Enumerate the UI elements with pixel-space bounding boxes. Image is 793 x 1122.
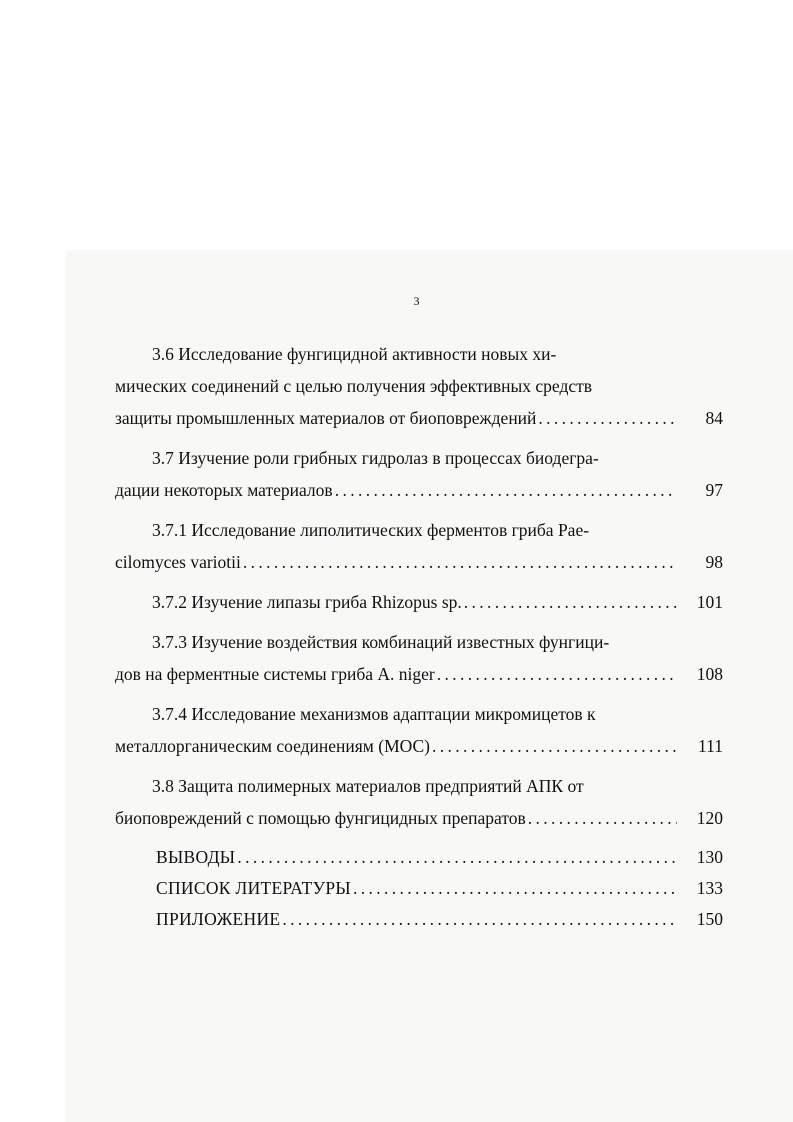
toc-entry-text: защиты промышленных материалов от биоповреждений	[115, 408, 537, 428]
table-of-contents	[115, 338, 723, 935]
toc-entry-last-row	[115, 904, 723, 935]
toc-entry-line: 3.7 Изучение роли грибных гидролаз в процессах биодегра-	[152, 448, 599, 468]
toc-entry-line: 3.7.1 Исследование липолитических ферментов гриба Pae-	[152, 520, 590, 540]
toc-entry-text: ПРИЛОЖЕНИЕ	[156, 909, 281, 929]
toc-entry-text: дации некоторых материалов	[115, 480, 333, 500]
toc-leader-dots	[333, 474, 677, 506]
toc-entry-text: cilomyces variotii	[115, 552, 241, 572]
toc-entry-line: 3.7.4 Исследование механизмов адаптации микромицетов к	[152, 704, 596, 724]
toc-entry-references[interactable]	[115, 873, 723, 904]
toc-entry-line: мических соединений с целью получения эффективных средств	[115, 376, 593, 396]
toc-entry-last-row	[115, 402, 723, 434]
toc-entry-last-row	[115, 873, 723, 904]
toc-page-number: 111	[698, 736, 723, 756]
toc-entry-last-row	[115, 802, 723, 834]
toc-entry-3-7-2[interactable]	[115, 586, 723, 618]
page-number: 3	[413, 294, 420, 308]
toc-leader-dots	[435, 658, 677, 690]
toc-entry-line: 3.7.3 Изучение воздействия комбинаций известных фунгици-	[152, 632, 610, 652]
toc-entry-3-7-4[interactable]	[115, 698, 723, 762]
toc-entry-text: СПИСОК ЛИТЕРАТУРЫ	[156, 878, 351, 898]
toc-leader-dots	[430, 730, 677, 762]
toc-entry-text: металлорганическим соединениям (МОС)	[115, 736, 430, 756]
toc-leader-dots	[235, 842, 677, 873]
toc-entry-3-7-1[interactable]	[115, 514, 723, 578]
toc-entry-line: 3.8 Защита полимерных материалов предприятий АПК от	[152, 776, 584, 796]
toc-entry-last-row	[115, 586, 723, 618]
toc-entry-text: 3.7.2 Изучение липазы гриба Rhizopus sp.	[152, 592, 462, 612]
toc-entry-text: дов на ферментные системы гриба A. niger	[115, 664, 435, 684]
toc-entry-3-7[interactable]	[115, 442, 723, 506]
toc-entry-text: биоповреждений с помощью фунгицидных препаратов	[115, 808, 526, 828]
toc-page-number: 98	[705, 552, 723, 572]
toc-page-number: 101	[696, 592, 723, 612]
toc-leader-dots	[280, 904, 677, 935]
toc-entry-last-row	[115, 730, 723, 762]
toc-entry-3-7-3[interactable]	[115, 626, 723, 690]
toc-entry-last-row	[115, 658, 723, 690]
toc-entry-text: ВЫВОДЫ	[156, 847, 236, 867]
toc-entry-3-6[interactable]	[115, 338, 723, 434]
toc-entry-conclusions[interactable]	[115, 842, 723, 873]
toc-entry-last-row	[115, 842, 723, 873]
toc-leader-dots	[526, 802, 677, 834]
toc-entry-appendix[interactable]	[115, 904, 723, 935]
toc-leader-dots	[462, 586, 677, 618]
toc-entry-last-row	[115, 546, 723, 578]
toc-entry-last-row	[115, 474, 723, 506]
toc-page-number: 150	[696, 909, 723, 929]
toc-entry-line: 3.6 Исследование фунгицидной активности новых хи-	[152, 344, 557, 364]
toc-page-number: 130	[696, 847, 723, 867]
toc-leader-dots	[351, 873, 677, 904]
toc-page-number: 84	[705, 408, 723, 428]
toc-page-number: 97	[705, 480, 723, 500]
toc-leader-dots	[241, 546, 677, 578]
toc-page-number: 120	[696, 808, 723, 828]
toc-leader-dots	[536, 402, 677, 434]
toc-page-number: 108	[696, 664, 723, 684]
toc-page-number: 133	[696, 878, 723, 898]
toc-entry-3-8[interactable]	[115, 770, 723, 834]
